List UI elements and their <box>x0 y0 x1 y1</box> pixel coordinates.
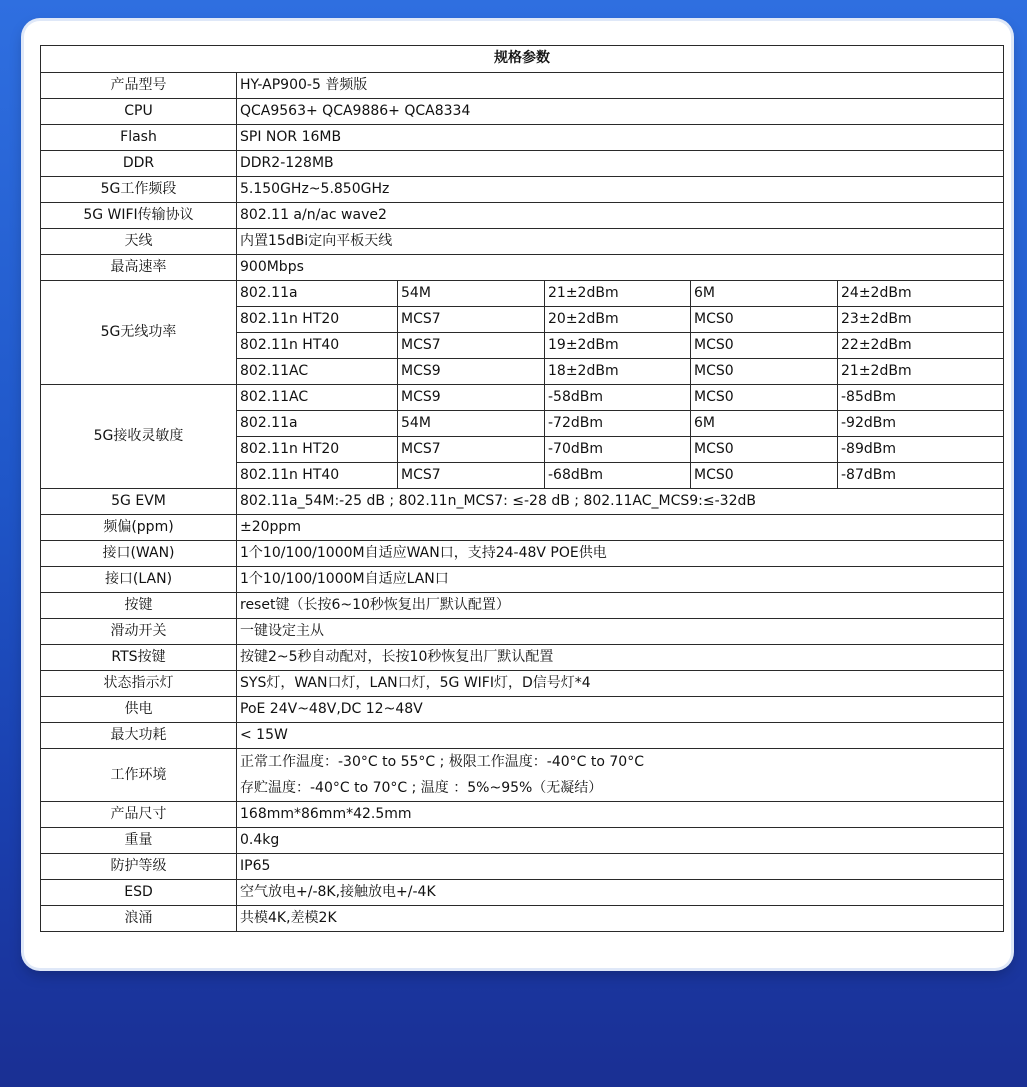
table-title: 规格参数 <box>41 46 1004 73</box>
spec-cell: MCS7 <box>398 307 545 333</box>
spec-value: PoE 24V~48V,DC 12~48V <box>237 697 1004 723</box>
spec-label: 5G EVM <box>41 489 237 515</box>
env-line-2: 存贮温度：-40°C to 70°C ; 温度 ：5%~95%（无凝结） <box>240 780 603 796</box>
spec-cell: MCS9 <box>398 359 545 385</box>
spec-cell: MCS7 <box>398 437 545 463</box>
spec-row <box>41 489 1004 515</box>
spec-cell: 22±2dBm <box>838 333 1004 359</box>
spec-value <box>237 749 1004 802</box>
spec-cell: -85dBm <box>838 385 1004 411</box>
spec-value: reset键（长按6~10秒恢复出厂默认配置） <box>237 593 1004 619</box>
spec-cell: -72dBm <box>545 411 691 437</box>
spec-cell: 23±2dBm <box>838 307 1004 333</box>
spec-subrow <box>41 281 1004 307</box>
spec-cell: 6M <box>691 411 838 437</box>
spec-label: 状态指示灯 <box>41 671 237 697</box>
spec-cell: 802.11n HT40 <box>237 333 398 359</box>
spec-label: 产品型号 <box>41 73 237 99</box>
spec-subrow <box>41 385 1004 411</box>
spec-cell: 802.11AC <box>237 359 398 385</box>
spec-value: 802.11a_54M:-25 dB ; 802.11n_MCS7: ≤-28 dB ; 802.11AC_MCS9:≤-32dB <box>237 489 1004 515</box>
spec-value: 一键设定主从 <box>237 619 1004 645</box>
spec-label: 工作环境 <box>41 749 237 802</box>
spec-cell: MCS0 <box>691 333 838 359</box>
spec-cell: 20±2dBm <box>545 307 691 333</box>
spec-cell: -70dBm <box>545 437 691 463</box>
spec-label: DDR <box>41 151 237 177</box>
spec-row <box>41 515 1004 541</box>
spec-label: 滑动开关 <box>41 619 237 645</box>
spec-cell: 54M <box>398 281 545 307</box>
title-row <box>41 46 1004 73</box>
spec-value: 802.11 a/n/ac wave2 <box>237 203 1004 229</box>
spec-row <box>41 723 1004 749</box>
spec-row <box>41 749 1004 802</box>
spec-row <box>41 567 1004 593</box>
spec-label: 产品尺寸 <box>41 802 237 828</box>
spec-label: RTS按键 <box>41 645 237 671</box>
spec-cell: 19±2dBm <box>545 333 691 359</box>
spec-cell: -92dBm <box>838 411 1004 437</box>
spec-label: CPU <box>41 99 237 125</box>
spec-label: 接口(WAN) <box>41 541 237 567</box>
spec-value: 900Mbps <box>237 255 1004 281</box>
spec-value: SPI NOR 16MB <box>237 125 1004 151</box>
spec-value: 168mm*86mm*42.5mm <box>237 802 1004 828</box>
spec-row <box>41 697 1004 723</box>
spec-row <box>41 854 1004 880</box>
spec-label: 5G工作频段 <box>41 177 237 203</box>
spec-cell: 802.11a <box>237 281 398 307</box>
spec-cell: MCS9 <box>398 385 545 411</box>
spec-cell: 802.11n HT20 <box>237 307 398 333</box>
spec-value: DDR2-128MB <box>237 151 1004 177</box>
spec-row <box>41 671 1004 697</box>
spec-cell: 802.11n HT40 <box>237 463 398 489</box>
spec-cell: -68dBm <box>545 463 691 489</box>
spec-row <box>41 619 1004 645</box>
spec-row <box>41 593 1004 619</box>
spec-label: 最高速率 <box>41 255 237 281</box>
spec-label: 接口(LAN) <box>41 567 237 593</box>
spec-row <box>41 151 1004 177</box>
spec-row <box>41 203 1004 229</box>
spec-row <box>41 73 1004 99</box>
spec-value: 空气放电+/-8K,接触放电+/-4K <box>237 880 1004 906</box>
spec-label: 浪涌 <box>41 906 237 932</box>
spec-value: 共模4K,差模2K <box>237 906 1004 932</box>
spec-label: ESD <box>41 880 237 906</box>
spec-cell: 802.11AC <box>237 385 398 411</box>
spec-cell: -87dBm <box>838 463 1004 489</box>
spec-value: ±20ppm <box>237 515 1004 541</box>
spec-row <box>41 880 1004 906</box>
spec-cell: 21±2dBm <box>838 359 1004 385</box>
spec-cell: 802.11a <box>237 411 398 437</box>
spec-cell: 54M <box>398 411 545 437</box>
spec-cell: 18±2dBm <box>545 359 691 385</box>
spec-label: 按键 <box>41 593 237 619</box>
spec-cell: MCS7 <box>398 463 545 489</box>
spec-row <box>41 645 1004 671</box>
spec-value: 0.4kg <box>237 828 1004 854</box>
spec-row <box>41 906 1004 932</box>
spec-cell: -58dBm <box>545 385 691 411</box>
spec-cell: MCS0 <box>691 359 838 385</box>
spec-label: 防护等级 <box>41 854 237 880</box>
spec-value: 按键2~5秒自动配对，长按10秒恢复出厂默认配置 <box>237 645 1004 671</box>
spec-row <box>41 828 1004 854</box>
spec-group-label: 5G接收灵敏度 <box>41 385 237 489</box>
spec-card <box>24 21 1011 968</box>
spec-label: 重量 <box>41 828 237 854</box>
spec-cell: -89dBm <box>838 437 1004 463</box>
spec-label: 最大功耗 <box>41 723 237 749</box>
spec-value: HY-AP900-5 普频版 <box>237 73 1004 99</box>
spec-cell: 6M <box>691 281 838 307</box>
env-line-1: 正常工作温度：-30°C to 55°C ; 极限工作温度：-40°C to 70°C <box>240 754 644 770</box>
spec-value: IP65 <box>237 854 1004 880</box>
spec-row <box>41 255 1004 281</box>
spec-label: 供电 <box>41 697 237 723</box>
spec-value: 1个10/100/1000M自适应WAN口，支持24-48V POE供电 <box>237 541 1004 567</box>
spec-label: 频偏(ppm) <box>41 515 237 541</box>
spec-cell: MCS7 <box>398 333 545 359</box>
spec-cell: MCS0 <box>691 463 838 489</box>
spec-value: 5.150GHz~5.850GHz <box>237 177 1004 203</box>
spec-cell: MCS0 <box>691 307 838 333</box>
spec-value: 内置15dBi定向平板天线 <box>237 229 1004 255</box>
spec-label: Flash <box>41 125 237 151</box>
spec-label: 天线 <box>41 229 237 255</box>
spec-row <box>41 541 1004 567</box>
spec-row <box>41 229 1004 255</box>
spec-cell: 802.11n HT20 <box>237 437 398 463</box>
spec-group-label: 5G无线功率 <box>41 281 237 385</box>
spec-cell: 24±2dBm <box>838 281 1004 307</box>
spec-table <box>40 45 1004 932</box>
spec-value: < 15W <box>237 723 1004 749</box>
spec-value: QCA9563+ QCA9886+ QCA8334 <box>237 99 1004 125</box>
spec-row <box>41 99 1004 125</box>
spec-row <box>41 177 1004 203</box>
spec-label: 5G WIFI传输协议 <box>41 203 237 229</box>
spec-value: 1个10/100/1000M自适应LAN口 <box>237 567 1004 593</box>
spec-row <box>41 125 1004 151</box>
spec-row <box>41 802 1004 828</box>
spec-value: SYS灯，WAN口灯，LAN口灯，5G WIFI灯，D信号灯*4 <box>237 671 1004 697</box>
spec-cell: MCS0 <box>691 385 838 411</box>
spec-cell: MCS0 <box>691 437 838 463</box>
spec-cell: 21±2dBm <box>545 281 691 307</box>
